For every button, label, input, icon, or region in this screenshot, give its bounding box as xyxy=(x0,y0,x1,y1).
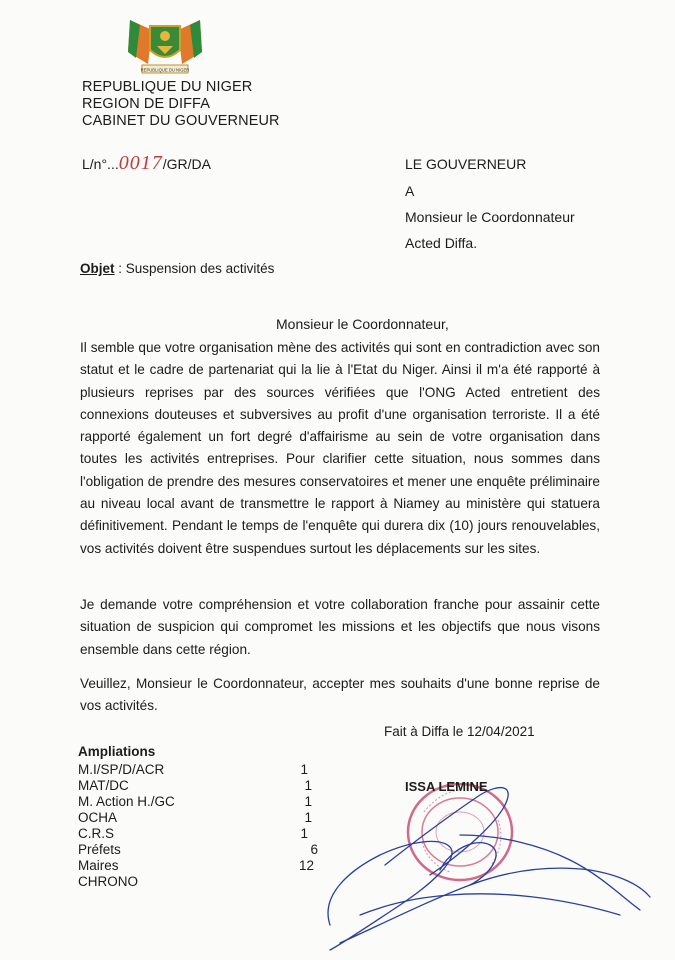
body-paragraph-2: Je demande votre compréhension et votre collaboration franche pour assainir cette situation de suspicion qui compromet les missions et les objectifs que nous visons ensemble dans cette région. xyxy=(80,597,600,657)
recipient-a: A xyxy=(405,183,415,199)
ampliation-name: MAT/DC xyxy=(78,778,129,793)
reference-prefix: L/n°... xyxy=(82,156,119,172)
object-line xyxy=(80,261,274,276)
ampliation-name: Maires xyxy=(78,858,119,873)
ampliation-row xyxy=(78,778,318,794)
ampliation-name: C.R.S xyxy=(78,826,115,841)
object-text: : Suspension des activités xyxy=(114,261,275,276)
recipient-org: Acted Diffa. xyxy=(405,235,478,251)
ampliation-name: Préfets xyxy=(78,842,121,857)
reference-number: 0017 xyxy=(118,152,163,174)
ampliation-row xyxy=(78,810,318,826)
coat-of-arms-icon xyxy=(122,12,208,78)
body-paragraph-3: Veuillez, Monsieur le Coordonnateur, accepter mes souhaits d'une bonne reprise de vos activités. xyxy=(80,676,600,714)
header-cabinet: CABINET DU GOUVERNEUR xyxy=(82,113,280,129)
signer-name: ISSA LEMINE xyxy=(405,779,488,794)
ampliation-count: 1 xyxy=(304,810,312,825)
salutation: Monsieur le Coordonnateur, xyxy=(276,316,449,332)
reference-suffix: /GR/DA xyxy=(162,156,211,172)
ampliation-name: OCHA xyxy=(78,810,118,825)
ampliations-list xyxy=(78,762,318,890)
ampliation-count: 6 xyxy=(310,842,318,857)
ampliation-count: 1 xyxy=(300,762,308,777)
ampliation-name: CHRONO xyxy=(78,874,138,889)
ampliation-name: M.I/SP/D/ACR xyxy=(78,762,165,777)
recipient-name: Monsieur le Coordonnateur xyxy=(405,209,575,225)
object-label: Objet xyxy=(80,261,115,276)
ampliation-name: M. Action H./GC xyxy=(78,794,175,809)
seal-motto: REPUBLIQUE DU NIGER xyxy=(140,67,190,73)
header-region: REGION DE DIFFA xyxy=(82,96,210,112)
ampliation-row xyxy=(78,874,318,890)
ampliation-count: 12 xyxy=(298,858,314,873)
ampliation-count: 1 xyxy=(304,794,312,809)
letter-reference xyxy=(82,152,211,175)
ampliation-count: 1 xyxy=(304,778,312,793)
ampliation-row xyxy=(78,762,318,778)
body-paragraph-1: Il semble que votre organisation mène des activités qui sont en contradiction avec son statut et le cadre de partenariat qui la lie à l'Etat du Niger. Ainsi il m'a été rapporté à plusieurs reprises par des sources vérifiées que l'ONG Acted entretient des connexions douteuses et subversives au profit d'une organisation terroriste. Il a été rapporté également un fort degré d'affairisme au sein de votre organisation dans toutes les activités entreprises. Pour clarifier cette situation, nous sommes dans l'obligation de prendre des mesures conservatoires et mener une enquête préliminaire au niveau local avant de transmettre le rapport à Niamey au ministère qui statuera définitivement. Pendant le temps de l'enquête qui durera dix (10) jours renouvelables, vos activités doivent être suspendues surtout les déplacements sur les sites. xyxy=(80,340,600,556)
ampliation-row xyxy=(78,826,318,842)
header-republic: REPUBLIQUE DU NIGER xyxy=(82,79,253,95)
ampliation-row xyxy=(78,858,318,874)
ampliation-row xyxy=(78,794,318,810)
ampliation-count: 1 xyxy=(300,826,308,841)
ampliation-row xyxy=(78,842,318,858)
ampliations-title: Ampliations xyxy=(78,744,156,759)
place-date: Fait à Diffa le 12/04/2021 xyxy=(384,724,535,739)
signature-icon xyxy=(300,775,675,960)
sender-title: LE GOUVERNEUR xyxy=(405,156,527,172)
